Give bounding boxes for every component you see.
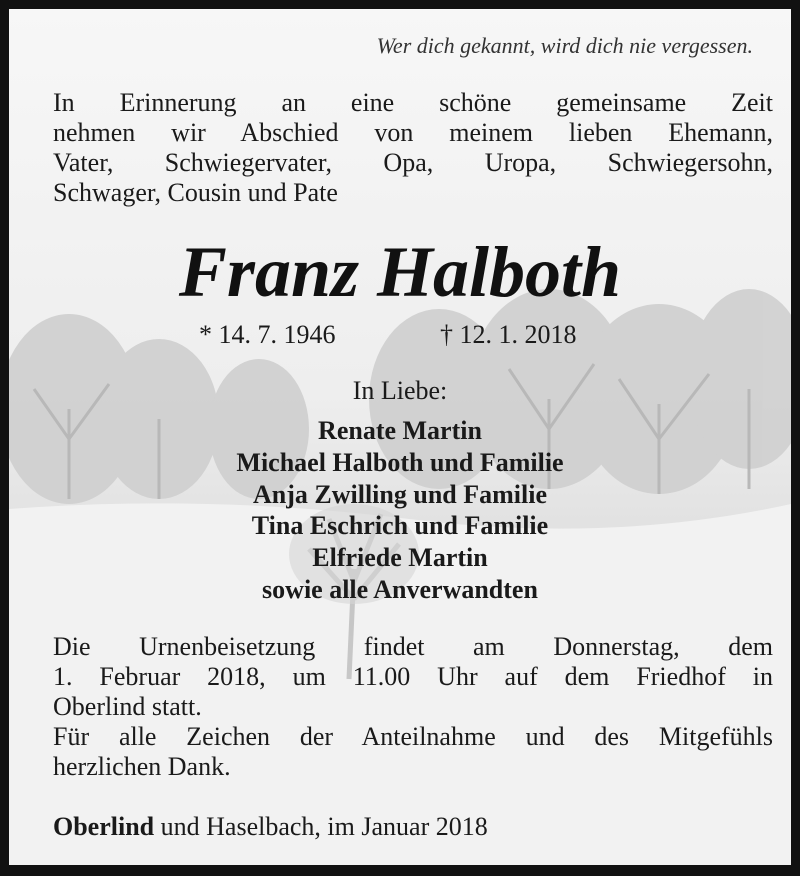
thanks-text (53, 722, 773, 782)
mourner: Tina Eschrich und Familie (251, 511, 549, 541)
in-love-label: In Liebe: (352, 376, 448, 405)
intro-line: In Erinnerung an eine schöne gemeinsame Zeit (53, 88, 773, 117)
thanks-line: herzlichen Dank. (53, 752, 231, 781)
mourner: sowie alle Anverwandten (262, 574, 538, 604)
notice-paper (9, 9, 791, 865)
death-date: † 12. 1. 2018 (440, 320, 577, 349)
intro-line: nehmen wir Abschied von meinem lieben Ehemann, (53, 118, 773, 147)
intro-line: Vater, Schwiegervater, Opa, Uropa, Schwiegersohn, (53, 148, 773, 177)
intro-text (53, 88, 773, 208)
deceased-name: Franz Halboth (178, 232, 622, 312)
place-rest: und Haselbach, im Januar 2018 (154, 812, 488, 841)
birth-date: * 14. 7. 1946 (199, 320, 336, 349)
mourner: Elfriede Martin (312, 543, 488, 573)
funeral-line: 1. Februar 2018, um 11.00 Uhr auf dem Friedhof in (53, 662, 773, 691)
motto: Wer dich gekannt, wird dich nie vergessen. (376, 33, 753, 58)
place-bold: Oberlind (53, 812, 155, 841)
mourners-list (9, 415, 791, 606)
thanks-line: Für alle Zeichen der Anteilnahme und des Mitgefühls (53, 722, 773, 751)
mourner: Michael Halboth und Familie (236, 447, 564, 477)
funeral-line: Oberlind statt. (53, 692, 202, 721)
funeral-info (53, 632, 773, 722)
intro-line: Schwager, Cousin und Pate (53, 178, 338, 207)
funeral-line: Die Urnenbeisetzung findet am Donnerstag, dem (53, 632, 773, 661)
mourner: Anja Zwilling und Familie (253, 479, 547, 509)
mourner: Renate Martin (318, 416, 482, 445)
place-and-date (53, 812, 488, 842)
